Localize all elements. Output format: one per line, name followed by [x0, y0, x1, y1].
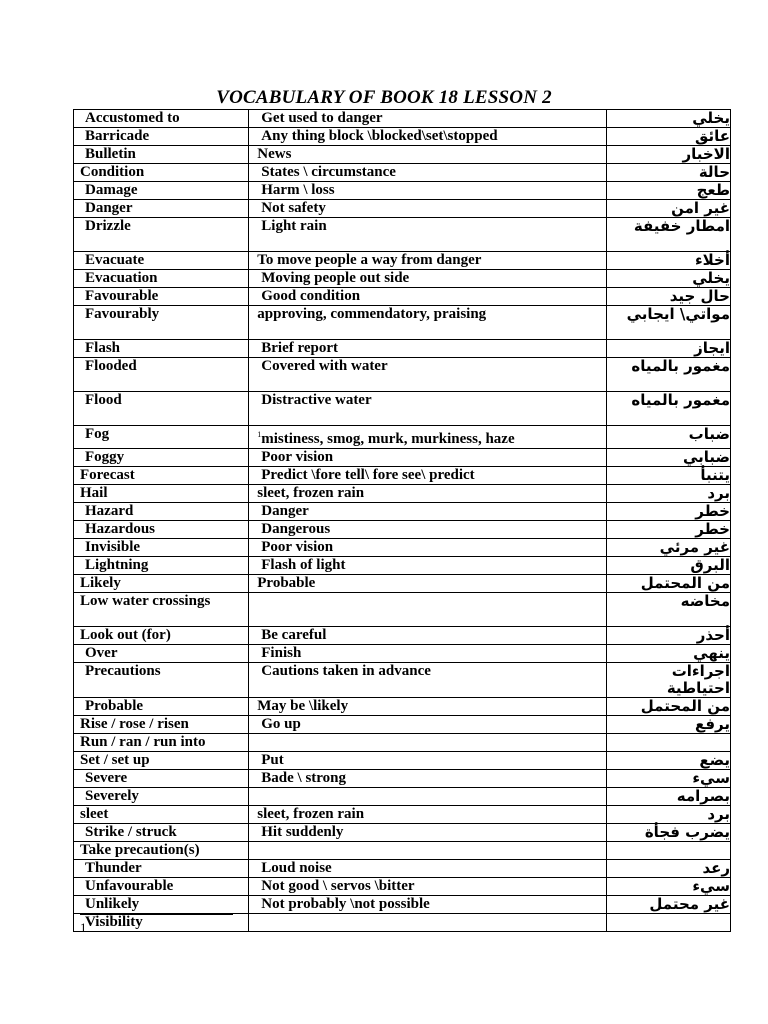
- table-row: [74, 521, 731, 539]
- definition-cell: [249, 252, 607, 270]
- arabic-translation-cell: [606, 698, 730, 716]
- english-word-cell: Probable: [74, 698, 249, 716]
- definition-cell: [249, 557, 607, 575]
- definition-text: sleet, frozen rain: [257, 806, 365, 822]
- english-word-cell: Foggy: [74, 449, 249, 467]
- english-word-cell: Unfavourable: [74, 878, 249, 896]
- definition-cell: [249, 698, 607, 716]
- table-row: [74, 663, 731, 698]
- english-word-cell: Unlikely: [74, 896, 249, 914]
- definition-text: Not safety: [261, 200, 326, 216]
- arabic-translation-text: مواتي\ ايجابي: [626, 305, 730, 323]
- definition-text: Danger: [261, 503, 309, 519]
- english-word-cell: Thunder: [74, 860, 249, 878]
- table-row: [74, 860, 731, 878]
- table-row: [74, 252, 731, 270]
- arabic-translation-cell: [606, 914, 730, 932]
- arabic-translation-cell: [606, 896, 730, 914]
- arabic-translation-cell: [606, 252, 730, 270]
- table-row: [74, 200, 731, 218]
- table-row: [74, 842, 731, 860]
- definition-cell: [249, 200, 607, 218]
- table-row: [74, 914, 731, 932]
- english-word-cell: Hazard: [74, 503, 249, 521]
- table-row: [74, 128, 731, 146]
- definition-text: Harm \ loss: [261, 182, 335, 198]
- definition-cell: [249, 485, 607, 503]
- table-row: [74, 218, 731, 252]
- definition-cell: [249, 788, 607, 806]
- english-word-cell: Accustomed to: [74, 110, 249, 128]
- arabic-translation-text: رعد: [702, 859, 730, 877]
- definition-cell: [249, 358, 607, 392]
- english-word-cell: Drizzle: [74, 218, 249, 252]
- definition-cell: [249, 288, 607, 306]
- definition-text: mistiness, smog, murk, murkiness, haze: [261, 431, 515, 447]
- definition-cell: [249, 218, 607, 252]
- arabic-translation-text: من المحتمل: [640, 574, 730, 592]
- english-word-cell: Over: [74, 645, 249, 663]
- arabic-translation-text: البرق: [690, 556, 730, 574]
- arabic-translation-text: مغمور بالمياه: [631, 357, 730, 375]
- table-row: [74, 288, 731, 306]
- table-row: [74, 788, 731, 806]
- arabic-translation-text: يخلي: [692, 109, 730, 127]
- arabic-translation-text: يتنبأ: [700, 466, 730, 484]
- definition-cell: [249, 842, 607, 860]
- definition-text: May be \likely: [257, 698, 349, 714]
- arabic-translation-cell: [606, 146, 730, 164]
- english-word-cell: Favourable: [74, 288, 249, 306]
- vocabulary-table: [73, 109, 731, 932]
- arabic-translation-text: اجراءات احتياطية: [666, 662, 730, 697]
- arabic-translation-cell: [606, 449, 730, 467]
- definition-text: Loud noise: [261, 860, 332, 876]
- definition-text: Covered with water: [261, 358, 388, 374]
- arabic-translation-cell: [606, 593, 730, 627]
- definition-cell: [249, 770, 607, 788]
- arabic-translation-cell: [606, 128, 730, 146]
- definition-cell: [249, 539, 607, 557]
- definition-text: Bade \ strong: [261, 770, 346, 786]
- english-word-cell: Look out (for): [74, 627, 249, 645]
- definition-text: Distractive water: [261, 392, 372, 408]
- definition-text: approving, commendatory, praising: [257, 306, 487, 322]
- definition-cell: [249, 716, 607, 734]
- arabic-translation-text: ايجاز: [694, 339, 730, 357]
- arabic-translation-cell: [606, 788, 730, 806]
- arabic-translation-text: غير امن: [671, 199, 730, 217]
- english-word-cell: sleet: [74, 806, 249, 824]
- table-row: [74, 539, 731, 557]
- table-row: [74, 503, 731, 521]
- english-word-cell: Visibility: [74, 914, 249, 932]
- table-row: [74, 896, 731, 914]
- definition-cell: [249, 663, 607, 698]
- english-word-cell: Set / set up: [74, 752, 249, 770]
- arabic-translation-cell: [606, 306, 730, 340]
- arabic-translation-cell: [606, 824, 730, 842]
- arabic-translation-text: مخاضه: [680, 592, 730, 610]
- definition-cell: [249, 896, 607, 914]
- arabic-translation-text: يرفع: [694, 715, 730, 733]
- definition-text: Not probably \not possible: [261, 896, 430, 912]
- arabic-translation-cell: [606, 503, 730, 521]
- arabic-translation-text: أخلاء: [694, 251, 730, 269]
- english-word-cell: Low water crossings: [74, 593, 249, 627]
- arabic-translation-cell: [606, 485, 730, 503]
- definition-text: Probable: [257, 575, 316, 591]
- definition-text: Dangerous: [261, 521, 331, 537]
- definition-text: Put: [261, 752, 284, 768]
- table-row: [74, 575, 731, 593]
- definition-cell: [249, 146, 607, 164]
- definition-text: Flash of light: [261, 557, 346, 573]
- table-row: [74, 449, 731, 467]
- english-word-cell: Run / ran / run into: [74, 734, 249, 752]
- arabic-translation-text: ضبابي: [682, 448, 730, 466]
- definition-text: Light rain: [261, 218, 327, 234]
- definition-cell: [249, 164, 607, 182]
- definition-text: Hit suddenly: [261, 824, 344, 840]
- arabic-translation-cell: [606, 182, 730, 200]
- definition-cell: [249, 575, 607, 593]
- arabic-translation-cell: [606, 200, 730, 218]
- definition-cell: [249, 128, 607, 146]
- arabic-translation-cell: [606, 521, 730, 539]
- definition-cell: [249, 521, 607, 539]
- definition-cell: [249, 340, 607, 358]
- arabic-translation-cell: [606, 539, 730, 557]
- arabic-translation-cell: [606, 392, 730, 426]
- definition-text: News: [257, 146, 292, 162]
- arabic-translation-cell: [606, 288, 730, 306]
- table-row: [74, 806, 731, 824]
- definition-cell: [249, 182, 607, 200]
- definition-cell: [249, 467, 607, 485]
- definition-text: Go up: [261, 716, 301, 732]
- definition-cell: [249, 503, 607, 521]
- definition-text: sleet, frozen rain: [257, 485, 365, 501]
- definition-text: Finish: [261, 645, 302, 661]
- arabic-translation-cell: [606, 878, 730, 896]
- table-row: [74, 557, 731, 575]
- table-row: [74, 270, 731, 288]
- definition-cell: [249, 627, 607, 645]
- english-word-cell: Favourably: [74, 306, 249, 340]
- definition-cell: [249, 878, 607, 896]
- definition-cell: [249, 449, 607, 467]
- definition-cell: [249, 270, 607, 288]
- arabic-translation-cell: [606, 340, 730, 358]
- arabic-translation-cell: [606, 842, 730, 860]
- english-word-cell: Likely: [74, 575, 249, 593]
- english-word-cell: Precautions: [74, 663, 249, 698]
- definition-text: Be careful: [261, 627, 327, 643]
- definition-text: To move people a way from danger: [257, 252, 482, 268]
- definition-cell: [249, 824, 607, 842]
- arabic-translation-text: غير مرئي: [659, 538, 730, 556]
- arabic-translation-text: امطار خفيفة: [633, 217, 730, 235]
- definition-cell: [249, 426, 607, 449]
- english-word-cell: Flash: [74, 340, 249, 358]
- arabic-translation-text: يخلي: [692, 269, 730, 287]
- table-row: [74, 340, 731, 358]
- table-row: [74, 485, 731, 503]
- arabic-translation-cell: [606, 270, 730, 288]
- english-word-cell: Barricade: [74, 128, 249, 146]
- definition-cell: [249, 752, 607, 770]
- table-row: [74, 627, 731, 645]
- arabic-translation-text: خطر: [695, 502, 730, 520]
- english-word-cell: Forecast: [74, 467, 249, 485]
- arabic-translation-text: برد: [707, 484, 730, 502]
- arabic-translation-cell: [606, 627, 730, 645]
- english-word-cell: Fog: [74, 426, 249, 449]
- english-word-cell: Rise / rose / risen: [74, 716, 249, 734]
- definition-text: Poor vision: [261, 449, 334, 465]
- definition-text: Get used to danger: [261, 110, 383, 126]
- arabic-translation-cell: [606, 663, 730, 698]
- definition-text: Any thing block \blocked\set\stopped: [261, 128, 498, 144]
- definition-cell: [249, 914, 607, 932]
- table-row: [74, 698, 731, 716]
- arabic-translation-text: ينهي: [693, 644, 730, 662]
- arabic-translation-cell: [606, 467, 730, 485]
- table-row: [74, 146, 731, 164]
- arabic-translation-cell: [606, 557, 730, 575]
- english-word-cell: Hail: [74, 485, 249, 503]
- definition-cell: [249, 593, 607, 627]
- arabic-translation-cell: [606, 575, 730, 593]
- arabic-translation-cell: [606, 806, 730, 824]
- definition-cell: [249, 110, 607, 128]
- arabic-translation-text: مغمور بالمياه: [631, 391, 730, 409]
- arabic-translation-text: عائق: [694, 127, 730, 145]
- definition-cell: [249, 734, 607, 752]
- table-row: [74, 182, 731, 200]
- arabic-translation-text: سيء: [692, 877, 730, 895]
- english-word-cell: Danger: [74, 200, 249, 218]
- arabic-translation-cell: [606, 752, 730, 770]
- english-word-cell: Take precaution(s): [74, 842, 249, 860]
- arabic-translation-text: خطر: [695, 520, 730, 538]
- english-word-cell: Hazardous: [74, 521, 249, 539]
- table-row: [74, 593, 731, 627]
- table-row: [74, 716, 731, 734]
- english-word-cell: Damage: [74, 182, 249, 200]
- definition-cell: [249, 306, 607, 340]
- table-row: [74, 824, 731, 842]
- definition-text: Cautions taken in advance: [261, 663, 431, 679]
- definition-text: Brief report: [261, 340, 339, 356]
- table-row: [74, 645, 731, 663]
- english-word-cell: Severe: [74, 770, 249, 788]
- definition-text: Poor vision: [261, 539, 334, 555]
- definition-cell: [249, 645, 607, 663]
- english-word-cell: Evacuate: [74, 252, 249, 270]
- english-word-cell: Condition: [74, 164, 249, 182]
- arabic-translation-cell: [606, 716, 730, 734]
- table-row: [74, 110, 731, 128]
- arabic-translation-text: حال جيد: [669, 287, 730, 305]
- table-row: [74, 770, 731, 788]
- english-word-cell: Invisible: [74, 539, 249, 557]
- english-word-cell: Lightning: [74, 557, 249, 575]
- definition-text: Moving people out side: [261, 270, 410, 286]
- table-row: [74, 392, 731, 426]
- arabic-translation-text: الاخبار: [682, 145, 730, 163]
- definition-cell: [249, 860, 607, 878]
- definition-cell: [249, 392, 607, 426]
- definition-text: Good condition: [261, 288, 361, 304]
- arabic-translation-text: يضع: [699, 751, 730, 769]
- arabic-translation-cell: [606, 860, 730, 878]
- english-word-cell: Evacuation: [74, 270, 249, 288]
- english-word-cell: Severely: [74, 788, 249, 806]
- english-word-cell: Strike / struck: [74, 824, 249, 842]
- arabic-translation-text: ضباب: [688, 425, 730, 443]
- table-row: [74, 734, 731, 752]
- english-word-cell: Flood: [74, 392, 249, 426]
- table-row: [74, 306, 731, 340]
- definition-text: Not good \ servos \bitter: [261, 878, 415, 894]
- table-row: [74, 164, 731, 182]
- arabic-translation-text: يضرب فجأة: [644, 823, 730, 841]
- arabic-translation-text: برد: [707, 805, 730, 823]
- arabic-translation-cell: [606, 218, 730, 252]
- arabic-translation-cell: [606, 645, 730, 663]
- table-row: [74, 426, 731, 449]
- footnote-number: 1: [80, 920, 87, 935]
- arabic-translation-cell: [606, 110, 730, 128]
- arabic-translation-cell: [606, 164, 730, 182]
- arabic-translation-cell: [606, 426, 730, 449]
- arabic-translation-cell: [606, 358, 730, 392]
- table-row: [74, 752, 731, 770]
- page-title: VOCABULARY OF BOOK 18 LESSON 2: [216, 87, 552, 108]
- vocabulary-table-body: [74, 110, 731, 932]
- arabic-translation-cell: [606, 734, 730, 752]
- footnote-separator: [80, 914, 233, 915]
- arabic-translation-text: حالة: [698, 163, 730, 181]
- arabic-translation-text: طعج: [696, 181, 730, 199]
- arabic-translation-text: بصرامه: [676, 787, 730, 805]
- table-row: [74, 358, 731, 392]
- english-word-cell: Bulletin: [74, 146, 249, 164]
- arabic-translation-cell: [606, 770, 730, 788]
- definition-cell: [249, 806, 607, 824]
- table-row: [74, 467, 731, 485]
- english-word-cell: Flooded: [74, 358, 249, 392]
- definition-text: States \ circumstance: [261, 164, 396, 180]
- arabic-translation-text: أحذر: [696, 626, 730, 644]
- table-row: [74, 878, 731, 896]
- arabic-translation-text: من المحتمل: [640, 697, 730, 715]
- arabic-translation-text: غير محتمل: [649, 895, 730, 913]
- definition-text: Predict \fore tell\ fore see\ predict: [261, 467, 475, 483]
- footnote-reference: 1: [257, 430, 262, 439]
- arabic-translation-text: سيء: [692, 769, 730, 787]
